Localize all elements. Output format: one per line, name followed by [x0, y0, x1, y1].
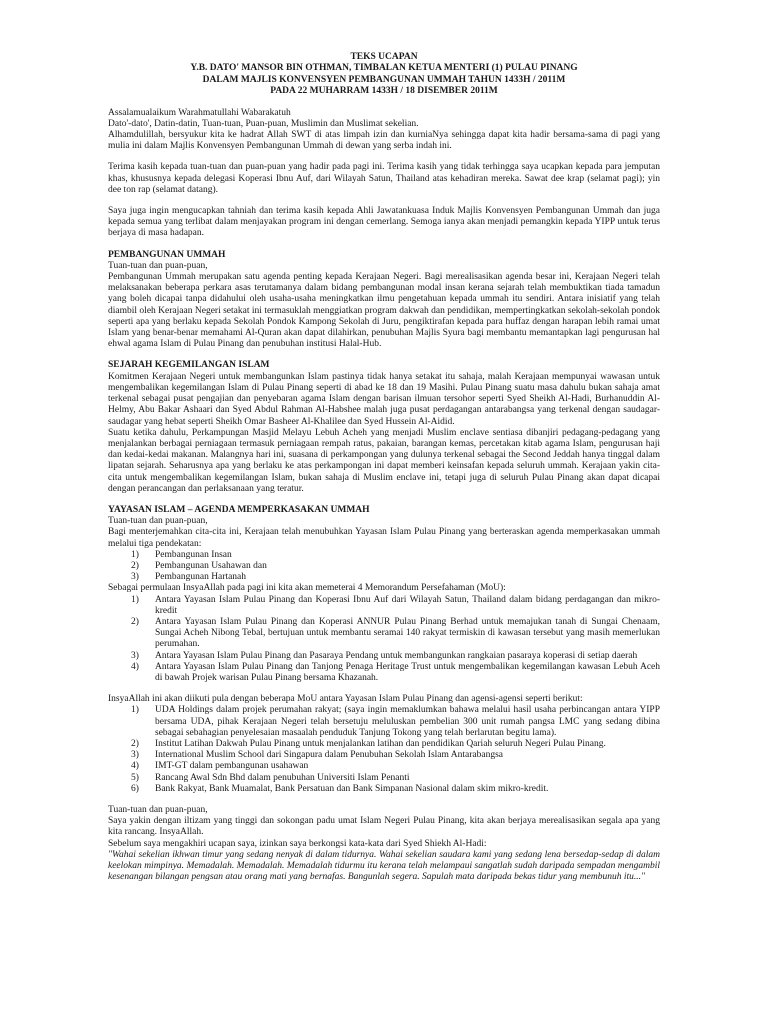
- gratitude-paragraph: Alhamdulillah, bersyukur kita ke hadrat Allah SWT di atas limpah izin dan kurniaNya sehingga dapat kita hadir bersama-sama di pagi yang mulia ini dalam Majlis Konvensyen Pembangunan Ummah di dewan yang serba indah ini.: [108, 130, 660, 152]
- section-sejarah-kegemilangan: [108, 360, 660, 494]
- section-heading: SEJARAH KEGEMILANGAN ISLAM: [108, 360, 270, 371]
- list-item: 1) UDA Holdings dalam projek perumahan rakyat; (saya ingin memaklumkan bahawa melalui hasil usaha perbincangan antara YIPP bersama UDA, pihak Kerajaan Negeri telah bersetuju meluluskan pembelian 300 unit rumah pangsa LMC yang sedang dibina sebagai sebahagian penyelesaian masaalah penduduk Tanjung Tokong yang telah berlarutan begitu lama).: [131, 705, 660, 738]
- header-event: DALAM MAJLIS KONVENSYEN PEMBANGUNAN UMMAH TAHUN 1433H / 2011M: [202, 74, 566, 85]
- header-title: TEKS UCAPAN: [350, 52, 418, 62]
- list-item: 2) Pembangunan Usahawan dan: [131, 560, 267, 571]
- closing-block: [108, 805, 660, 883]
- congrats-paragraph: Saya juga ingin mengucapkan tahniah dan terima kasih kepada Ahli Jawatankuasa Induk Majlis Konvensyen Pembangunan Ummah dan juga kepada semua yang terlibat dalam menjayakan program ini dengan cemerlang. Semoga ianya akan menjadi pemangkin kepada YIPP untuk terus berjaya di masa hadapan.: [108, 206, 660, 239]
- list-item: 4) Antara Yayasan Islam Pulau Pinang dan Tanjong Penaga Heritage Trust untuk mengembalikan kegemilangan kawasan Lebuh Aceh di bawah Projek warisan Pulau Pinang bersama Khazanah.: [131, 661, 660, 683]
- mou-intro: Sebagai permulaan InsyaAllah pada pagi ini kita akan memeterai 4 Memorandum Persefahaman (MoU):: [108, 583, 506, 594]
- list-item: 2) Antara Yayasan Islam Pulau Pinang dan Koperasi ANNUR Pulau Pinang Berhad untuk memajukan tanah di Sungai Chenaam, Sungai Acheh Nibong Tebal, bertujuan untuk membantu seramai 140 rakyat termiskin di kawasan tersebut yang masih memerlukan perumahan.: [131, 616, 660, 650]
- speech-text: [108, 52, 660, 883]
- future-mou-intro: InsyaAllah ini akan diikuti pula dengan beberapa MoU antara Yayasan Islam Pulau Pinang dan agensi-agensi seperti berikut:: [108, 694, 583, 705]
- section-heading: PEMBANGUNAN UMMAH: [108, 249, 226, 260]
- list-item: 5) Rancang Awal Sdn Bhd dalam penubuhan Universiti Islam Penanti: [131, 772, 410, 783]
- section-address: Tuan-tuan dan puan-puan,: [108, 516, 208, 527]
- document-header: [108, 52, 660, 98]
- section-yayasan-islam: [108, 505, 660, 795]
- closing-hope: Saya yakin dengan iltizam yang tinggi dan sokongan padu umat Islam Negeri Pulau Pinang, kita akan berjaya merealisasikan segala apa yang kita rancang. InsyaAllah.: [108, 816, 660, 838]
- closing-quote: "Wahai sekelian ikhwan timur yang sedang nenyak di dalam tidurnya. Wahai sekelian saudara kami yang sedang lena bersedap-sedap di dalam keelokan mimpinya. Memadalah. Memadalah. Memadalah tidurmu itu kerana telah melampaui sangatlah sudah daripada sempadan mengambil kesenangan bilangan pengsan atau orang mati yang bernafas. Bangunlah segera. Sapulah mata daripada bekas tidur yang membunuh itu...": [108, 849, 660, 883]
- list-item: 3) Antara Yayasan Islam Pulau Pinang dan Pasaraya Pendang untuk membangunkan rangkaian pasaraya koperasi di setiap daerah: [131, 650, 638, 661]
- list-item: 3) International Muslim School dari Singapura dalam Penubuhan Sekolah Islam Antarabangsa: [131, 750, 503, 761]
- list-item: 1) Antara Yayasan Islam Pulau Pinang dan Koperasi Ibnu Auf dari Wilayah Satun, Thailand dalam bidang perdagangan dan mikro-kredit: [131, 594, 660, 616]
- opening-block: [108, 108, 660, 153]
- agencies-list: [108, 705, 660, 795]
- mou-list: [108, 595, 660, 685]
- list-item: 2) Institut Latihan Dakwah Pulau Pinang untuk menjalankan latihan dan pendidikan Qariah seluruh Negeri Pulau Pinang.: [131, 738, 606, 749]
- list-item: 1) Pembangunan Insan: [131, 549, 232, 560]
- greeting: Assalamualaikum Warahmatullahi Wabarakatuh: [108, 107, 291, 118]
- section-heading: YAYASAN ISLAM – AGENDA MEMPERKASAKAN UMMAH: [108, 504, 370, 515]
- closing-address: Tuan-tuan dan puan-puan,: [108, 805, 208, 815]
- header-date: PADA 22 MUHARRAM 1433H / 18 DISEMBER 2011M: [270, 86, 498, 97]
- section-body: Pembangunan Ummah merupakan satu agenda penting kepada Kerajaan Negeri. Bagi merealisasikan agenda besar ini, Kerajaan Negeri telah melaksanakan beberapa perkara asas terutamanya dalam bidang pembangunan modal insan kerana sejarah telah membuktikan tiada tamadun yang boleh dicapai tanpa didahului oleh usaha-usaha meningkatkan ilmu pengetahuan kepada ummah itu sendiri. Antara inisiatif yang telah diambil oleh Kerajaan Negeri setakat ini termasuklah menggiatkan program dakwah dan pendidikan, mempertingkatkan sekolah-sekolah pondok seperti apa yang berlaku kepada Sekolah Pondok Kampong Sekolah di Juru, pengiktirafan kepada para huffaz dengan harapan lebih ramai umat Islam yang benar-benar memahami Al-Quran akan dapat dilahirkan, penubuhan Majlis Syura bagi membantu memantapkan lagi pengurusan hal ehwal agama Islam di Pulau Pinang dan penubuhan institusi Halal-Hub.: [108, 272, 660, 350]
- section-pembangunan-ummah: [108, 250, 660, 351]
- section-address: Tuan-tuan dan puan-puan,: [108, 260, 208, 271]
- approaches-list: [108, 550, 660, 584]
- header-speaker: Y.B. DATO' MANSOR BIN OTHMAN, TIMBALAN KETUA MENTERI (1) PULAU PINANG: [190, 63, 578, 74]
- section-paragraph: Komitmen Kerajaan Negeri untuk membangunkan Islam pastinya tidak hanya setakat itu sahaja, malah Kerajaan mempunyai wawasan untuk mengembalikan kegemilangan Islam di Pulau Pinang seperti di abad ke 18 dan 19 Masihi. Pulau Pinang suatu masa dahulu bukan sahaja amat terkenal sebagai pusat pengajian dan penyebaran agama Islam dengan barisan ilmuan tersohor seperti Syed Sheikh Al-Hadi, Burhanuddin Al-Helmy, Abu Bakar Ashaari dan Syed Abdul Rahman Al-Habshee malah juga pusat perdagangan antarabangsa yang terkenal dengan saudagar-saudagar yang hebat seperti Sheikh Omar Basheer Al-Khalilee dan Syed Hussein Al-Aidid.: [108, 371, 660, 427]
- quote-intro: Sebelum saya mengakhiri ucapan saya, izinkan saya berkongsi kata-kata dari Syed Shiekh Al-Hadi:: [108, 838, 487, 849]
- thanks-paragraph: Terima kasih kepada tuan-tuan dan puan-puan yang hadir pada pagi ini. Terima kasih yang tidak terhingga saya ucapkan kepada para jemputan khas, khususnya kepada delegasi Koperasi Ibnu Auf, dari Wilayah Satun, Thailand atas kehadiran mereka. Sawat dee krap (selamat pagi); yin dee ton rap (selamat datang).: [108, 162, 660, 195]
- section-intro: Bagi menterjemahkan cita-cita ini, Kerajaan telah menubuhkan Yayasan Islam Pulau Pinang yang berteraskan agenda memperkasakan ummah melalui tiga pendekatan:: [108, 527, 660, 549]
- list-item: 6) Bank Rakyat, Bank Muamalat, Bank Persatuan dan Bank Simpanan Nasional dalam skim mikro-kredit.: [131, 783, 549, 794]
- list-item: 3) Pembangunan Hartanah: [131, 572, 247, 583]
- list-item: 4) IMT-GT dalam pembangunan usahawan: [131, 761, 309, 772]
- section-paragraph: Suatu ketika dahulu, Perkampungan Masjid Melayu Lebuh Acheh yang menjadi Muslim enclave sentiasa dibanjiri pedagang-pedagang yang menjalankan berbagai perniagaan termasuk perniagaan rempah ratus, pakaian, barangan kemas, percetakan kitab agama Islam, pengurusan haji dan kedai-kedai makanan. Malangnya hari ini, suasana di perkampongan yang dulunya terkenal sebagai the Second Jeddah hanya tinggal dalam lipatan sejarah. Seharusnya apa yang berlaku ke atas perkampongan ini dapat memberi keinsafan kepada seluruh ummah. Kerajaan yakin cita-cita untuk mengembalikan kegemilangan Islam, bukan sahaja di Muslim enclave ini, tetapi juga di seluruh Pulau Pinang akan dapat dicapai dengan perancangan dan perlaksanaan yang teratur.: [108, 427, 660, 494]
- salutation: Dato'-dato', Datin-datin, Tuan-tuan, Puan-puan, Muslimin dan Muslimat sekelian.: [108, 118, 419, 129]
